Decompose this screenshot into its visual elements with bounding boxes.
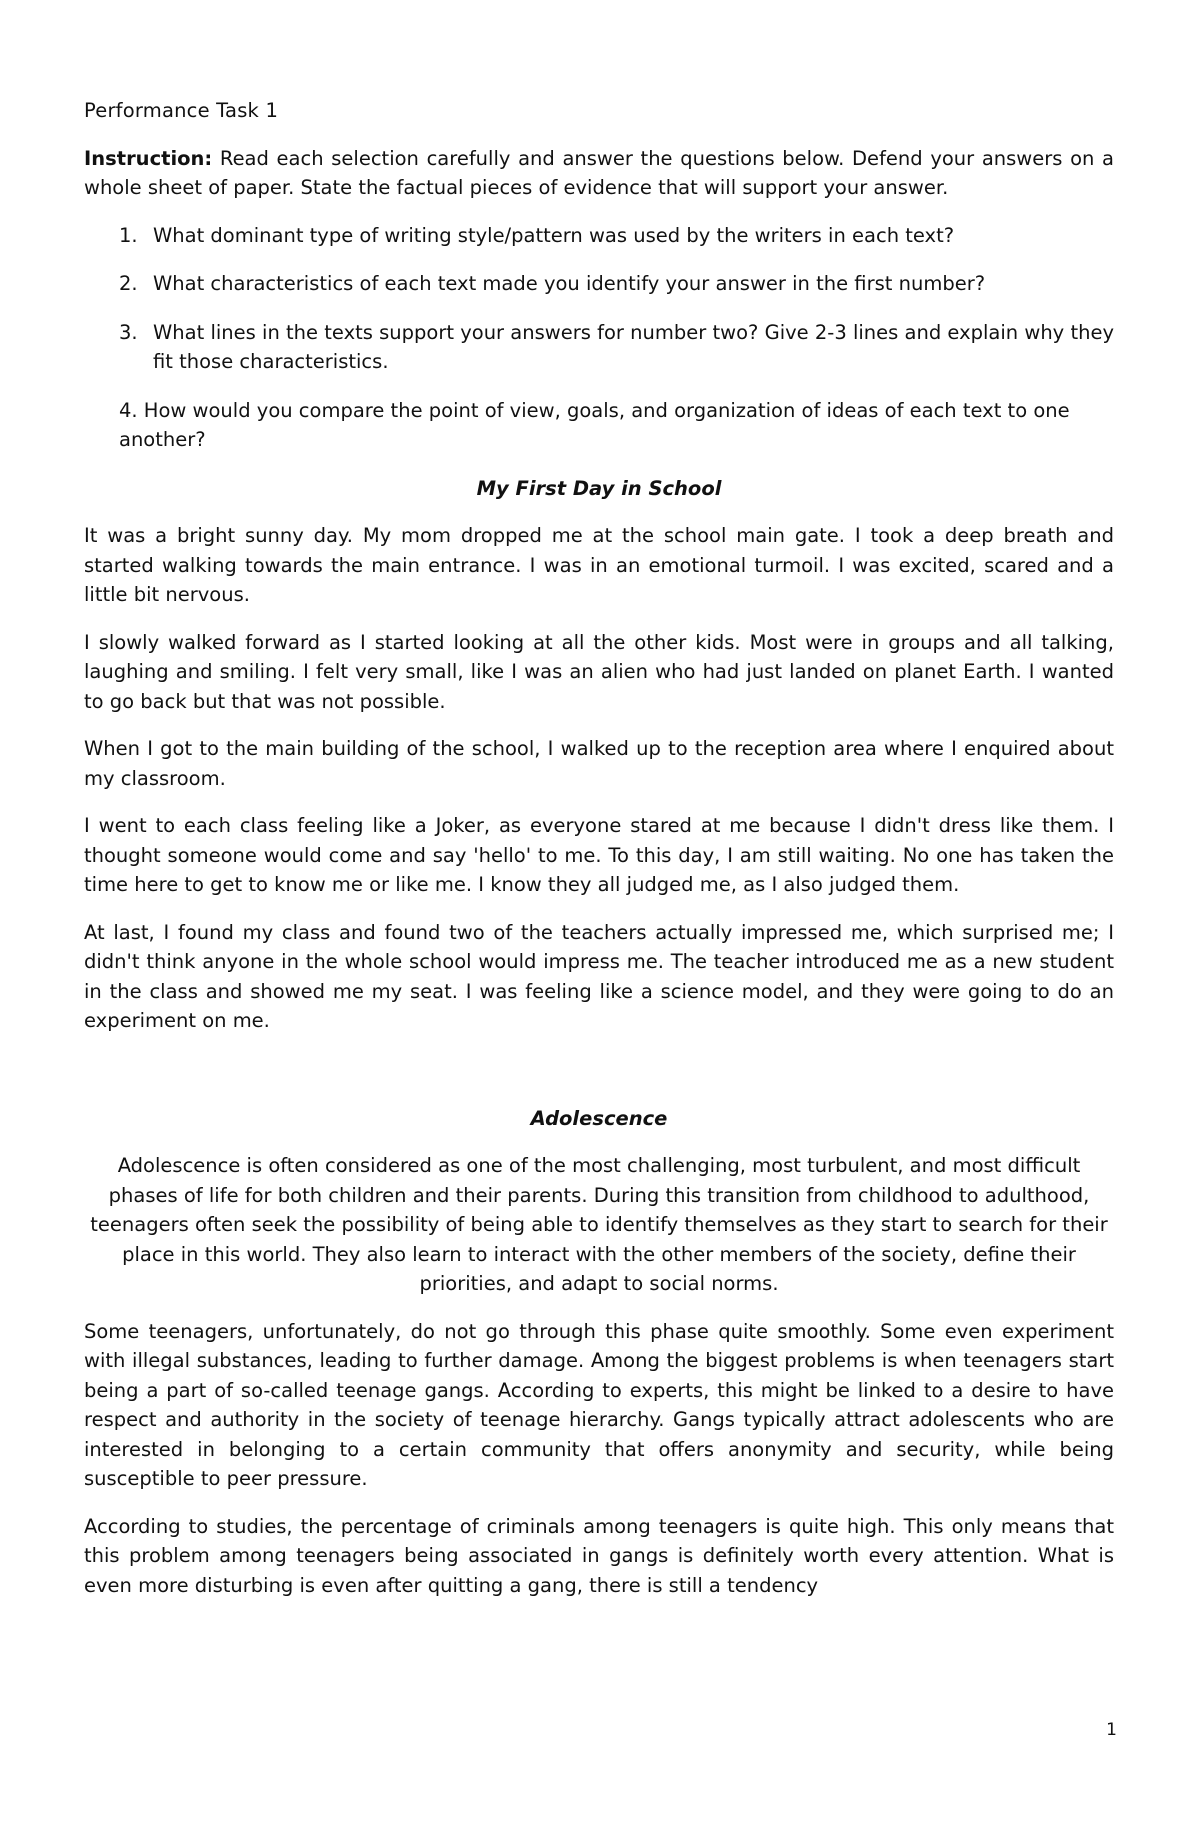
instruction-label: Instruction: — [84, 146, 213, 170]
page-title: Performance Task 1 — [84, 99, 279, 122]
question-list — [84, 221, 1114, 377]
story-title-adolescence: Adolescence — [530, 1106, 668, 1130]
question-item — [84, 318, 1114, 377]
story2-paragraph: According to studies, the percentage of criminals among teenagers is quite high. This only means that this problem among teenagers being associated in gangs is definitely worth every attention. What is even more disturbing is even after quitting a gang, there is still a tendency — [84, 1514, 1114, 1597]
question-number: 3. — [119, 320, 138, 344]
story1-paragraph: I went to each class feeling like a Joker, as everyone stared at me because I didn't dress like them. I thought someone would come and say 'hello' to me. To this day, I am still waiting. No one has taken the time here to get to know me or like me. I know they all judged me, as I also judged them. — [84, 814, 1114, 896]
story2-intro: Adolescence is often considered as one of the most challenging, most turbulent, and most difficult phases of life for both children and their parents. During this transition from childhood to adulthood, teenagers often seek the possibility of being able to identify themselves as they start to search for their place in this world. They also learn to interact with the other members of the society, define their priorities, and adapt to social norms. — [90, 1154, 1108, 1295]
story1-paragraph: At last, I found my class and found two of the teachers actually impressed me, which surprised me; I didn't think anyone in the whole school would impress me. The teacher introduced me as a new student in the class and showed me my seat. I was feeling like a science model, and they were going to do an experiment on me. — [84, 920, 1114, 1032]
story2-paragraph: Some teenagers, unfortunately, do not go through this phase quite smoothly. Some even experiment with illegal substances, leading to further damage. Among the biggest problems is when teenagers start being a part of so-called teenage gangs. According to experts, this might be linked to a desire to have respect and authority in the society of teenage hierarchy. Gangs typically attract adolescents who are interested in belonging to a certain community that offers anonymity and security, while being susceptible to peer pressure. — [84, 1319, 1114, 1490]
instruction-text: Read each selection carefully and answer the questions below. Defend your answers on a whole sheet of paper. State the factual pieces of evidence that will support your answer. — [84, 146, 1114, 199]
section-spacer — [84, 1054, 1114, 1104]
document-page — [84, 96, 1114, 1618]
story1-paragraph: I slowly walked forward as I started looking at all the other kids. Most were in groups and all talking, laughing and smiling. I felt very small, like I was an alien who had just landed on planet Earth. I wanted to go back but that was not possible. — [84, 630, 1114, 713]
story-title-first-day: My First Day in School — [476, 476, 722, 500]
question-item — [84, 221, 1114, 251]
page-number: 1 — [1106, 1720, 1117, 1740]
question-number: 2. — [119, 272, 138, 295]
question-text: What characteristics of each text made you identify your answer in the first number? — [153, 272, 986, 295]
question-item — [84, 269, 1114, 299]
question-text: What dominant type of writing style/pattern was used by the writers in each text? — [153, 223, 955, 247]
question-text: What lines in the texts support your answers for number two? Give 2-3 lines and explain why they fit those characteristics. — [153, 320, 1114, 373]
story1-paragraph: When I got to the main building of the school, I walked up to the reception area where I enquired about my classroom. — [84, 737, 1114, 790]
instruction — [84, 144, 1114, 203]
question-four: 4. How would you compare the point of view, goals, and organization of ideas of each text to one another? — [119, 398, 1070, 451]
story1-paragraph: It was a bright sunny day. My mom dropped me at the school main gate. I took a deep breath and started walking towards the main entrance. I was in an emotional turmoil. I was excited, scared and a little bit nervous. — [84, 524, 1114, 606]
question-number: 1. — [119, 223, 138, 247]
